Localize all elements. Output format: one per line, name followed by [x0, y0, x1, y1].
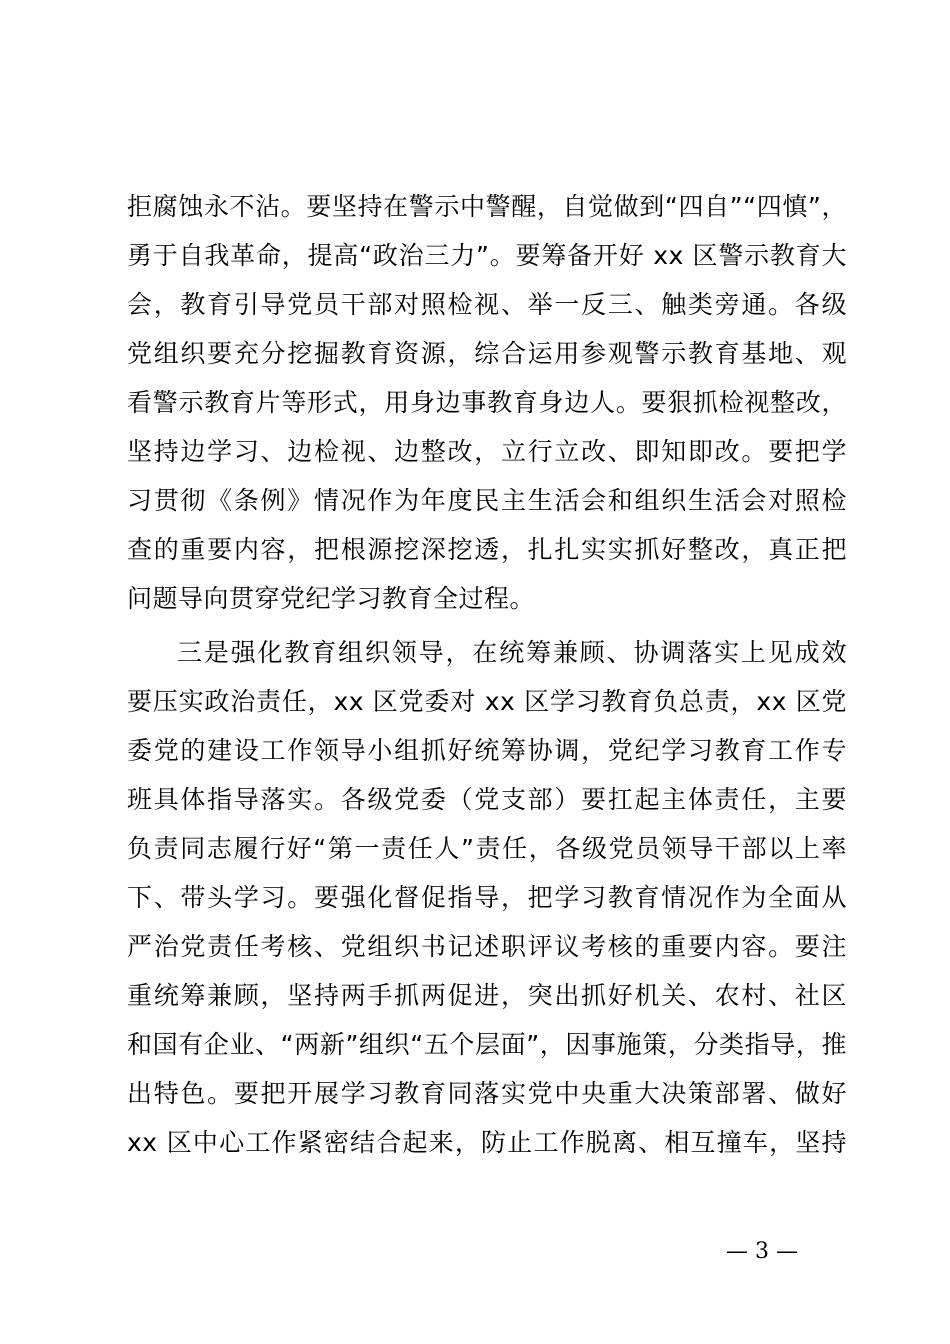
document-body: [127, 182, 847, 1167]
paragraph-line: 勇于自我革命，提高“政治三力”。要筹备开好 xx 区警示教育大: [127, 241, 847, 270]
paragraph-line: 看警示教育片等形式，用身边事教育身边人。要狠抓检视整改，: [127, 388, 847, 417]
paragraph-line: 习贯彻《条例》情况作为年度民主生活会和组织生活会对照检: [127, 486, 847, 515]
page-number: — 3 —: [726, 1239, 798, 1264]
paragraph-1: [127, 182, 847, 623]
paragraph-line: 党组织要充分挖掘教育资源，综合运用参观警示教育基地、观: [127, 339, 847, 368]
paragraph-line: 出特色。要把开展学习教育同落实党中央重大决策部署、做好: [127, 1079, 847, 1108]
paragraph-line: 下、带头学习。要强化督促指导，把学习教育情况作为全面从: [127, 883, 847, 912]
paragraph-line: 查的重要内容，把根源挖深挖透，扎扎实实抓好整改，真正把: [127, 535, 847, 564]
paragraph-line: 会，教育引导党员干部对照检视、举一反三、触类旁通。各级: [127, 290, 847, 319]
paragraph-line: 委党的建设工作领导小组抓好统筹协调，党纪学习教育工作专: [127, 736, 847, 765]
paragraph-line: 负责同志履行好“第一责任人”责任，各级党员领导干部以上率: [127, 834, 847, 863]
paragraph-line: 拒腐蚀永不沾。要坚持在警示中警醒，自觉做到“四自”“四慎”，: [127, 192, 847, 221]
paragraph-line: 坚持边学习、边检视、边整改，立行立改、即知即改。要把学: [127, 437, 847, 466]
paragraph-2: [127, 628, 847, 1167]
paragraph-line: 班具体指导落实。各级党委（党支部）要扛起主体责任，主要: [127, 785, 847, 814]
paragraph-line: xx 区中心工作紧密结合起来，防止工作脱离、相互撞车，坚持: [127, 1128, 847, 1157]
paragraph-line: 严治党责任考核、党组织书记述职评议考核的重要内容。要注: [127, 932, 847, 961]
paragraph-line: 和国有企业、“两新”组织“五个层面”，因事施策，分类指导，推: [127, 1030, 847, 1059]
paragraph-line: 要压实政治责任，xx 区党委对 xx 区学习教育负总责，xx 区党: [127, 687, 847, 716]
paragraph-line: 三是强化教育组织领导，在统筹兼顾、协调落实上见成效: [177, 638, 847, 667]
paragraph-line: 重统筹兼顾，坚持两手抓两促进，突出抓好机关、农村、社区: [127, 981, 847, 1010]
paragraph-line: 问题导向贯穿党纪学习教育全过程。: [127, 584, 536, 613]
